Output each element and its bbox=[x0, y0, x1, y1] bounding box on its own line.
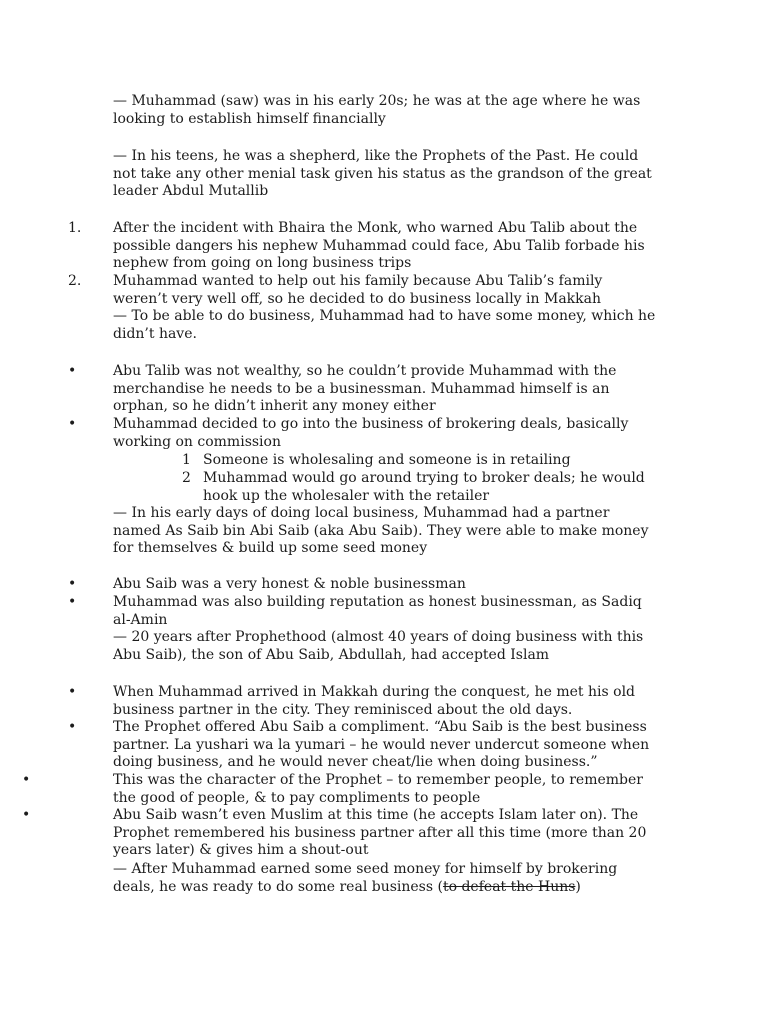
bullet-marker: • bbox=[68, 719, 77, 735]
paragraph-early-20s: — Muhammad (saw) was in his early 20s; he was at the age where he was looking to establish himself financially bbox=[113, 93, 641, 127]
note-text-after: ) bbox=[575, 878, 581, 895]
note-abdullah-islam: — 20 years after Prophethood (almost 40 years of doing business with this Abu Saib), the son of Abu Saib, Abdullah, had accepted Islam bbox=[113, 629, 644, 663]
bullet-marker: • bbox=[68, 594, 77, 610]
bullet-item: Abu Saib wasn’t even Muslim at this time (he accepts Islam later on). The Prophet remembered his business partner after all this time (more than 20 years later) & gives him a shout-out bbox=[113, 807, 647, 859]
note-real-business bbox=[113, 861, 658, 896]
bullet-marker: • bbox=[22, 772, 31, 788]
numbered-item: After the incident with Bhaira the Monk, who warned Abu Talib about the possible dangers his nephew Muhammad could face, Abu Talib forbade his nephew from going on long business trips bbox=[113, 220, 645, 272]
bullet-item: Abu Saib was a very honest & noble businessman bbox=[113, 576, 466, 592]
bullet-item: Muhammad was also building reputation as honest businessman, as Sadiq al-Amin bbox=[113, 594, 642, 628]
bullet-item: The Prophet offered Abu Saib a compliment. “Abu Saib is the best business partner. La yushari wa la yumari – he would never undercut someone when doing business, and he would never cheat/lie when doing business.” bbox=[113, 719, 650, 771]
bullet-item: This was the character of the Prophet – to remember people, to remember the good of people, & to pay compliments to people bbox=[113, 772, 643, 806]
sub-item-marker: 2 bbox=[182, 470, 191, 486]
paragraph-teens-shepherd: — In his teens, he was a shepherd, like the Prophets of the Past. He could not take any other menial task given his status as the grandson of the great leader Abdul Mutallib bbox=[113, 148, 652, 200]
note-seed-money-need: — To be able to do business, Muhammad had to have some money, which he didn’t have. bbox=[113, 308, 656, 342]
bullet-marker: • bbox=[68, 363, 77, 379]
bullet-item: Muhammad decided to go into the business of brokering deals, basically working on commission bbox=[113, 416, 629, 450]
bullet-marker: • bbox=[22, 807, 31, 823]
sub-item: Someone is wholesaling and someone is in retailing bbox=[203, 452, 571, 468]
note-text-before: — After Muhammad earned some seed money for himself by brokering deals, he was ready to do some real business ( bbox=[113, 861, 618, 895]
bullet-item: When Muhammad arrived in Makkah during the conquest, he met his old business partner in the city. They reminisced about the old days. bbox=[113, 684, 636, 718]
numbered-marker: 2. bbox=[68, 273, 82, 289]
numbered-marker: 1. bbox=[68, 220, 82, 236]
sub-item: Muhammad would go around trying to broker deals; he would hook up the wholesaler with the retailer bbox=[203, 470, 645, 504]
bullet-marker: • bbox=[68, 684, 77, 700]
struck-text: to defeat the Huns bbox=[442, 878, 576, 895]
numbered-item: Muhammad wanted to help out his family because Abu Talib’s family weren’t very well off, so he decided to do business locally in Makkah bbox=[113, 273, 603, 307]
bullet-marker: • bbox=[68, 576, 77, 592]
note-partner-abu-saib: — In his early days of doing local business, Muhammad had a partner named As Saib bin Abi Saib (aka Abu Saib). They were able to make money for themselves & build up some seed money bbox=[113, 505, 649, 557]
bullet-item: Abu Talib was not wealthy, so he couldn’t provide Muhammad with the merchandise he needs to be a businessman. Muhammad himself is an orphan, so he didn’t inherit any money either bbox=[113, 363, 617, 415]
bullet-marker: • bbox=[68, 416, 77, 432]
sub-item-marker: 1 bbox=[182, 452, 191, 468]
